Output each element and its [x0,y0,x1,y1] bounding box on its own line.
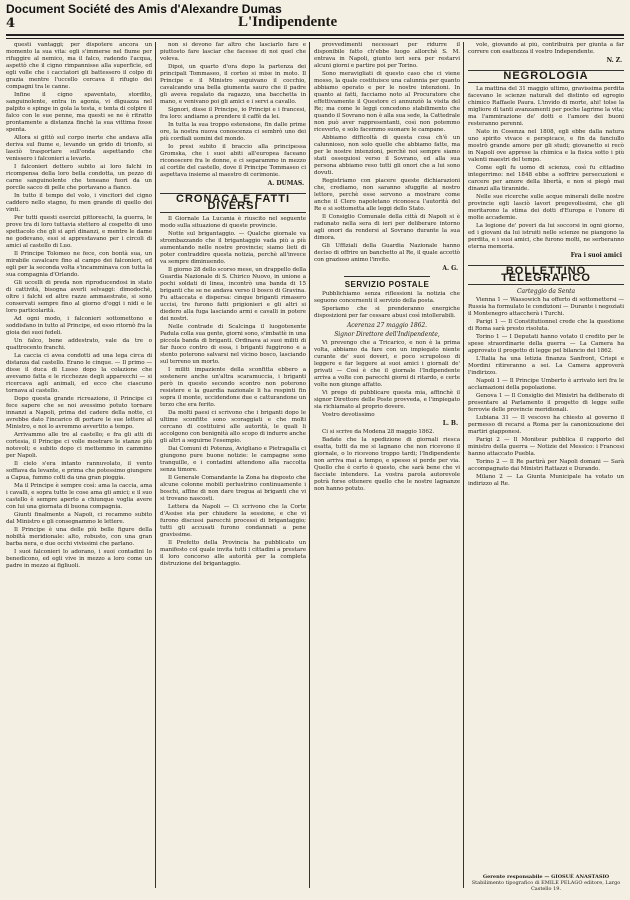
paragraph: La caccia ci avea condotti ad una lega circa di distanza dal castello. Erano le cinque. — Il primo — disse il duca di Lusso dopo la colazione che avevamo fatta e le ricchezze degli apparecchi — si ricercava agli animali, ed ecco che ciascuno tornava al castello. [6,353,152,394]
paragraph: La legione de' poveri da lui soccorsi in ogni giorno, ed i giovani da lui istruiti nelle scienze ne piangono la perdita, e i suoi amici, che furono molti, ne serberanno eterna memoria. [468,223,624,250]
section-title-cronaca: CRONACA E FATTI DIVERSI [160,193,306,213]
paragraph: Come egli fu uomo di scienza, così fu cittadino integerrimo: nel 1848 ebbe a soffrire persecuzioni e carcere per amore della libertà, e non si piegò mai dinanzi alla tirannide. [468,165,624,192]
paragraph: Napoli 1 — Il Principe Umberto è arrivato ieri fra le acclamazioni della popolazione. [468,378,624,391]
paragraph: Signori, disse il Principe, io Principi e i francesi, fra loro: andiamo a prendere il caffè da lei. [160,107,306,120]
paragraph: Il Consiglio Comunale della città di Napoli si è radunato nella sera di ieri per deliberare intorno agli onori da rendersi al Sovrano durante la sua dimora. [314,214,460,241]
section-title-bollettino: BOLLETTINO TELEGRAFICO [468,265,624,285]
bollettino-subhead: Carteggio da Senta [516,288,576,295]
paragraph: Il cielo s'era intanto rannuvolato, il vento soffiava da levante, e prima che potessimo giungere a Capua, fummo colti da una gran pioggia. [6,461,152,481]
paragraph: In tutto il tempo del volo, i vincitori del cigno caddero nello stagno, fu men grande di quello dei vinti. [6,193,152,213]
paragraph: Parigi 2 — Il Moniteur pubblica il rapporto del ministro della guerra — Notizie del Messico: i Francesi hanno attaccato Puebla. [468,437,624,457]
letter-signature: L. B. [442,420,458,427]
paragraph: In tutta la sua troppo estensione, fin dalle prime ore, la nostra nuova conoscenza ci sembrò uno dei più cordiali uomini del mondo. [160,122,306,142]
paragraph: Badate che la spedizione di giornali riesca esatta, tutti da me si lagnano che non ricevono il giornale, o lo ricevono troppo tardi; l'Indipendente non arriva mai a tempo, e spesso si perde per via. Quello che è certo è questo, che sarà bene che vi facciate intendere. La vostra parola autorevole potrà forse ottenere quello che le nostre lagnanze non hanno potuto. [314,437,460,492]
column-divider [463,42,464,888]
separator [344,276,430,277]
paragraph: Io presi subito il braccio alla principessa Gromska, che i suoi abiti all'europea faceano riconoscere fra le donne, e ci separammo in mezzo al cortile del castello, dove il Principe Tommaseo ci aspettava insieme al maestro di cerimonie. [160,144,306,178]
author-signature: A. G. [442,265,458,272]
paragraph: Il Principe Tolomeo ne fece, con bontà sua, un mirabile cavalcare fino al campo dei falconieri, ed egli per la seconda volta s'incamminava con tutta la sua compagnia d'Orlando. [6,251,152,278]
paragraph: Da molti paesi ci scrivono che i briganti dopo le ultime sconfitte sono scoraggiati e che molti cercano di costituirsi alle autorità, le quali li accolgono con benignità allo scopo di indurre anche gli altri a seguirne l'esempio. [160,410,306,444]
necrology-signature: Fra i suoi amici [570,252,622,259]
paragraph: Nelle sue ricerche sulle acque minerali delle nostre provincie egli lasciò lavori pregevolissimi, che gli meritarono la stima dei dotti d'Europa e l'onore di molte accademie. [468,194,624,221]
gerente-line: Gerente responsabile — GIOSUÈ ANASTASIO [482,874,610,880]
paragraph: Torino 2 — Il Re partirà per Napoli domani — Sarà accompagnato dai Ministri Rattazzi e Durando. [468,459,624,472]
paragraph: Ma il Principe è sempre così: ama la caccia, ama i cavalli, e sopra tutte le cose ama gli amici; e il suo castello è sempre aperto a chiunque voglia avere con lui una giornata di buona compagnia. [6,483,152,510]
paragraph: Parigi 1 — Il Constitutionnel crede che la questione di Roma sarà presto risoluta. [468,319,624,332]
paragraph: Vienna 1 — Wassowich ha offerto di sottomettersi — Russia ha formulato le condizioni — Durante i negoziati il Montenegro attaccherà i Turchi. [468,297,624,317]
column-4 [468,42,624,888]
column-3 [314,42,460,888]
paragraph: Un falco, bene addestrato, vale da tre o quattrocento franchi. [6,338,152,351]
paragraph: Nato in Cosenza nel 1808, egli ebbe dalla natura uno spirito vivace e perspicace, e fin da fanciullo mostrò grande amore per gli studi; giovanetto si recò in Napoli ove apprese la chimica e la fisica sotto i più valenti maestri del tempo. [468,129,624,163]
paragraph: Lettera da Napoli — Ci scrivono che la Corte d'Assise sta per chiudere la sessione, e che vi furono discussi parecchi processi di brigantaggio; tutti gli accusati furono condannati a pene gravissime. [160,504,306,538]
paragraph: Vi prego di pubblicare questa mia, affinchè il signor Direttore delle Poste provveda, e l'impiegato sia richiamato al proprio dovere. [314,390,460,410]
paragraph: Vostro devotissimo [322,412,375,418]
paragraph: Gli uccelli di preda non riproducendosi in stato di cattività, bisogna averli selvaggi: dimodochè, oltre i falchi ed altre razze ammaestrate, si sono conservati sempre fino al giorno d'oggi i nidi e le loro particolarità. [6,280,152,314]
paragraph: Il Giornale La Lucania è riuscito nel seguente modo sulla situazione di queste provincie. [160,216,306,229]
watermark: Document Société des Amis d'Alexandre Dumas [6,2,282,16]
paragraph: Genova 1 — Il Consiglio dei Ministri ha deliberato di presentare al Parlamento il progetto di legge sulle ferrovie delle provincie meridionali. [468,393,624,413]
page-number: 4 [6,16,16,31]
paragraph: Sono meravigliati di questo caso che ci viene mosso, la quale costituisce una calunnia per quanto abbiamo operato e per le nostre intenzioni. In quanto ai fatti, facciamo noto al Procuratore che effettivamente il Questore ci annunziò la visita del Re; ma come le leggi concedono stabilimento che quando il Sovrano non è alla sua sede, la Cattedrale non può aver rappresentanti, così non potemmo riceverlo, e solo facemmo suonare le campane. [314,71,460,133]
imprint [468,874,624,892]
top-rule [6,34,624,36]
paragraph: L'Italia ha una letizia finanza Sanfront, Crispi e Mordini ritireranno a sei. La Camera approverà l'indirizzo. [468,356,624,376]
column-divider [309,42,310,888]
top-rule-thin [6,38,624,39]
paragraph: Giunti finalmente a Napoli, ci recammo subito dal Ministro e gli consegnammo le lettere. [6,512,152,525]
paragraph: Nelle contrade di Scalcinga il luogotenente Padula colla sua gente, giorni sono, s'imbattè in una piccola banda di briganti. Ordinava ai suoi militi di far fuoco contro di essa, i briganti fuggirono e a stento poterono salvarsi nel vicino bosco, lasciando sul terreno un morto. [160,324,306,365]
letter-salutation: Signor Direttore dell'Indipendente, [334,331,440,338]
paragraph: I militi impaziente della sconfitta ebbero a sostenere anche un'altra scaramuccia, i briganti però in questo secondo scontro non poterono resistere e la guardia nazionale li ha respinti fin sopra il monte, uccidendone due e catturandone un terzo che era ferito. [160,367,306,408]
paragraph: non si devono far altro che lasciarlo fare e piuttosto fare lasciar che facesse di noi quel che voleva. [160,42,306,62]
paragraph: Il Generale Comandante la Zona ha disposto che alcune colonne mobili perlustrino continuamente i boschi, affine di non dare tregua ai briganti che vi si trovano nascosti. [160,475,306,502]
paragraph: Il Principe è una delle più belle figure della nobiltà meridionale: alto, robusto, con una gran barba nera, e due occhi vivissimi che parlano. [6,527,152,547]
printer-line: Stabilimento tipografico di EMILE PELAGO editore, Largo Castello 19. [471,880,621,892]
paragraph: Dai Comuni di Potenza, Avigliano e Pietragalla ci giungono pure buone notizie: le campagne sono tranquille, e i contadini attendono alla raccolta senza timore. [160,446,306,473]
author-signature: N. Z. [606,57,622,64]
column-1 [6,42,152,888]
paragraph: La mattina del 31 maggio ultimo, gravissima perdita facevano le scienze naturali del distinto ed egregio chimico Raffaele Paura. L'invido di morte, ahi! tolse la migliore di tanti avanzamenti per poche lagrime la vita; ma l'ammirazione de' dotti e l'amore dei buoni resteranno perenni. [468,86,624,127]
paragraph: Vi prevengo che a Tricarico, e non è la prima volta, abbiamo da fare con un impiegato niente curante de' suoi doveri, e poco scrupoloso di leggere e far leggere ai suoi amici i giornali de' privati — Così è che il giornale l'Indipendente arriva a volte con parecchi giorni di ritardo, e certe volte non giunge affatto. [314,340,460,388]
section-title-servizio-postale: SERVIZIO POSTALE [344,280,430,289]
paragraph: Torino 1 — I Deputati hanno votato il credito per le spese straordinarie della guerra — La Camera ha approvato il progetto di legge pel bilancio del 1862. [468,334,624,354]
paragraph: Lubiana 31 — Il vescovo ha chiesto al governo il permesso di recarsi a Roma per la canonizzazione dei martiri giapponesi. [468,415,624,435]
paragraph: Allora si gittò sul corpo inerte che andava alla deriva sul fiume e, levando un grido di trionfo, si lasciò trasportare sull'onda aspettando che venissero i falconieri a levarlo. [6,135,152,162]
paragraph: Registriamo con piacere queste dichiarazioni che, crediamo, non saranno sfuggite al nostro lettore, perchè esse servono a mostrare come anche il Clero napoletano riconosca l'autorità del Re e si sottometta alle leggi dello Stato. [314,178,460,212]
letter-dateline: Acerenza 27 maggio 1862. [346,322,428,329]
newspaper-title: L'Indipendente [238,14,338,30]
paragraph: questi vantaggi; per dispotere ancora un momento la sua vita: egli s'immerse nel fiume per rifuggire al nemico, ma il falco, radendo l'acqua, aspettò che il cigno rimpannisse alla superficie, ed egli volle che i cacciatori gli battessero il colpo di grazia mentre l'uccello cercava il rifugio dei compagni tra le canne. [6,42,152,90]
paragraph: Speriamo che si prenderanno energiche disposizioni per far cessare abusi così intollerabili. [314,306,460,319]
paragraph: Notte sul brigantaggio. — Qualche giornale va strombazzando che il brigantaggio vada più a più aumentando nelle nostre provincie; siamo lieti di poter contraddire questa notizia, perchè all'invece va sempre diminuendo. [160,231,306,265]
paragraph: vole, giovando ai più, contribuirà per giunta a far correre con esattezza il vostro Independente. [468,42,624,55]
paragraph: Il giorno 28 dello scorso mese, un drappello della Guardia Nazionale di S. Chirico Nuovo, in unione a pochi soldati di linea, incontrò una banda di 15 briganti che se ne andava verso il bosco di Gravina. Fu attaccata e dispersa: cinque briganti rimasero uccisi, tre furono fatti prigionieri e gli altri si diedero alla fuga lasciando armi e cavalli in potere dei nostri. [160,267,306,322]
paragraph: I suoi falconieri lo adorano, i suoi contadini lo benedicono, ed egli vive in mezzo a loro come un padre in mezzo ai figliuoli. [6,549,152,569]
paragraph: Milano 2 — La Giunta Municipale ha votato un indirizzo al Re. [468,474,624,487]
paragraph: Per tutti questi esercizi pittoreschi, la guerra, le prove tra di loro tuttavia stettero al cospetto di uno spettacolo che gli si aprì dinanzi, e mentre le dame ne godevano, essi si apprestavano per i circoli di amici al castello di Luo. [6,215,152,249]
paragraph: Infine il cigno spaventato, stordito, sanguinolente, entra in agonia, vi diguazza nel palpito e spinge in gola la testa, e tenta di colpire il falco con le sue penne, ma questi se ne è ritratto prontamente a distanza finchè la sua vittima fosse spenta. [6,92,152,133]
paragraph: Ad ogni modo, i falconieri sottomettono e soddisfano in tutto al Principe, ed esso ritornò fra la gioia dei suoi fedeli. [6,316,152,336]
paragraph: Ci si scrive da Modena 28 maggio 1862. [322,429,435,435]
paragraph: Dopo questa grande ricreazione, il Principe ci fece sapere che se noi avessimo potuto tornare innanzi a Napoli, prima del cadere della notte, ci avrebbe dato l'incarico di portare le sue lettere al Ministro, e noi lo avremmo avvertito a tempo. [6,396,152,430]
column-2 [160,42,306,888]
column-divider [155,42,156,888]
paragraph: Dipoi, un quarto d'ora dopo la partenza dei principali Tommaseo, il corteo si mise in moto. Il Principe e il Ministro seguivano il cocchio, cavalcando una bella giumenta sauro che il padre gli aveva regalato da ragazzo, una bacchetta in mano, e venivano poi gli amici e i servi a cavallo. [160,64,306,105]
paragraph: I falconieri dettero subito ai loro falchi in ricompensa della loro bella condotta, un pezzo di carne sanguinolente che teneano fuori da un porcile sacco di pelle che portavano a fianco. [6,164,152,191]
author-signature: A. DUMAS. [267,180,304,187]
paragraph: provvedimenti necessari per ridurre il disponibile fatto ch'ebbe luogo allorchè S. M. entrava in Napoli, giunto ieri sera per restarvi alcuni giorni e partire poi per Torino. [314,42,460,69]
paragraph: Gli Uffiziali della Guardia Nazionale hanno deciso di offrire un banchetto al Re, il quale accettò con grazioso animo l'invito. [314,243,460,263]
section-title-necrologia: NEGROLOGIA [468,70,624,83]
paragraph: Il Prefetto della Provincia ha pubblicato un manifesto col quale invita tutti i cittadini a prestare il loro concorso alle autorità per la completa distruzione del brigantaggio. [160,540,306,567]
paragraph: Abbiamo difficoltà di questa cosa ch'è un calunnioso, non solo quelle che abbiamo fatte, ma per le nostre intenzioni, perchè noi sempre siamo stati ossequiosi verso il Sovrano, ed alla sua persona abbiamo reso tutti gli onori che a lui sono dovuti. [314,135,460,176]
paragraph: Arrivammo alle tre al castello; e fra gli atti di cortesia, il Principe ci volle mostrare le stanze più notevoli; e subito dopo ci mettemmo in cammino per Napoli. [6,432,152,459]
paragraph: Pubblichiamo senza riflessioni la notizia che seguono concernenti il servizio della posta. [314,291,460,304]
